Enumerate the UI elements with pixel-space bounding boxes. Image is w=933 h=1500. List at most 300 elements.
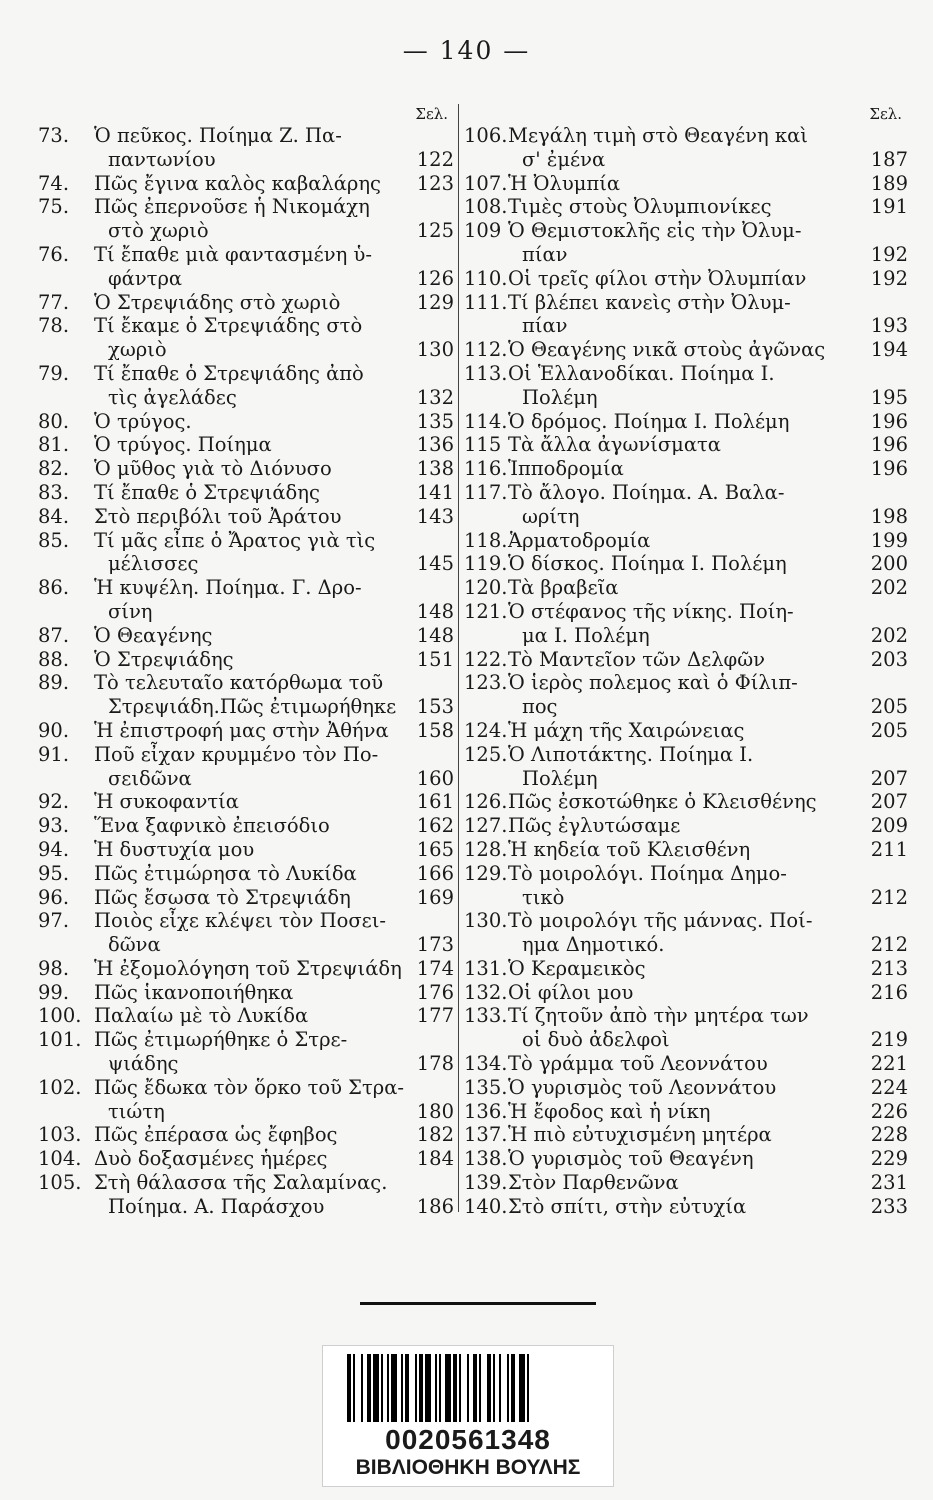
entry-number: 84. — [38, 504, 70, 528]
entry-page-number: 158 — [416, 718, 454, 742]
entry-page-number: 160 — [416, 766, 454, 790]
entry-title — [94, 362, 414, 410]
toc-entry — [464, 1004, 908, 1052]
toc-entry — [38, 886, 454, 910]
entry-title-line: Στὴ θάλασσα τῆς Σαλαμίνας. — [94, 1171, 388, 1195]
toc-entry — [38, 243, 454, 291]
entry-title-line: τὶς ἀγελάδες — [108, 385, 237, 409]
entry-title-line: Τὸ τελευταῖο κατόρθωμα τοῦ — [94, 671, 384, 695]
horizontal-rule — [360, 1302, 596, 1305]
entry-title-line: Ἡ ἐξομολόγηση τοῦ Στρεψιάδη — [94, 956, 402, 980]
entry-title-line: δῶνα — [108, 933, 161, 957]
entry-title-line: σίνη — [108, 599, 153, 623]
entry-number: 106. — [464, 124, 508, 147]
entry-number: 128. — [464, 837, 508, 861]
entry-page-number: 129 — [416, 290, 454, 314]
entry-page-number: 196 — [870, 409, 908, 433]
entry-page-number: 209 — [870, 814, 908, 838]
entry-title-line: Ὁ δίσκος. Ποίημα Ι. Πολέμη — [508, 552, 787, 576]
entry-page-number: 233 — [870, 1194, 908, 1218]
entry-title — [94, 743, 414, 791]
entry-number: 122. — [464, 647, 508, 671]
toc-entry — [38, 957, 454, 981]
entry-title — [94, 1028, 414, 1076]
entry-number: 129. — [464, 861, 508, 885]
entry-title — [508, 790, 864, 814]
entry-number: 127. — [464, 814, 508, 838]
entry-page-number: 141 — [416, 480, 454, 504]
entry-title-line: Πῶς ἔσωσα τὸ Στρεψιάδη — [94, 885, 351, 909]
entry-title-line: Πολέμη — [522, 766, 598, 790]
entry-title-line: Ἡ συκοφαντία — [94, 790, 239, 814]
entry-page-number: 169 — [416, 885, 454, 909]
toc-entry — [38, 195, 454, 243]
entry-page-number: 136 — [416, 433, 454, 457]
entry-number: 135. — [464, 1075, 508, 1099]
entry-page-number: 212 — [870, 885, 908, 909]
entry-title-line: Οἱ τρεῖς φίλοι στὴν Ὀλυμπίαν — [508, 266, 807, 290]
entry-page-number: 161 — [416, 790, 454, 814]
entry-title — [508, 909, 864, 957]
entry-title — [508, 552, 864, 576]
entry-title-line: Ὁ πεῦκος. Ποίημα Ζ. Πα- — [94, 124, 342, 147]
toc-entry — [38, 719, 454, 743]
entry-title — [508, 838, 864, 862]
entry-title-line: Τί βλέπει κανεὶς στὴν Ὀλυμ- — [508, 290, 791, 314]
entry-title — [94, 1004, 414, 1028]
entry-title-line: Στὸ περιβόλι τοῦ Ἀράτου — [94, 504, 342, 528]
entry-number: 118. — [464, 528, 508, 552]
entry-title-line: Ἡ δυστυχία μου — [94, 837, 255, 861]
entry-number: 108. — [464, 195, 508, 219]
entry-title — [508, 957, 864, 981]
toc-entry — [464, 838, 908, 862]
entry-title — [508, 814, 864, 838]
entry-title — [508, 743, 864, 791]
entry-number: 105. — [38, 1171, 82, 1195]
entry-page-number: 187 — [870, 147, 908, 171]
toc-entry — [38, 1076, 454, 1124]
entry-title-line: μέλισσες — [108, 552, 199, 576]
entry-page-number: 202 — [870, 623, 908, 647]
entry-title-line: Πῶς ἐπέρασα ὡς ἔφηβος — [94, 1123, 338, 1147]
entry-page-number: 153 — [416, 695, 454, 719]
entry-number: 107. — [464, 171, 508, 195]
entry-title — [508, 433, 864, 457]
entry-title-line: Ὁ Θεαγένης — [94, 623, 213, 647]
entry-number: 126. — [464, 790, 508, 814]
entry-page-number: 174 — [416, 956, 454, 980]
entry-number: 133. — [464, 1004, 508, 1028]
entry-title-line: Ὁ δρόμος. Ποίημα Ι. Πολέμη — [508, 409, 790, 433]
toc-entry — [38, 291, 454, 315]
entry-page-number: 126 — [416, 266, 454, 290]
entry-title-line: σειδῶνα — [108, 766, 192, 790]
entry-title-line: Τί ἔπαθε μιὰ φαντασμένη ὑ- — [94, 242, 372, 266]
entry-title-line: οἱ δυὸ ἀδελφοὶ — [522, 1028, 670, 1052]
toc-entry — [38, 648, 454, 672]
toc-entry — [464, 552, 908, 576]
entry-page-number: 132 — [416, 385, 454, 409]
entry-title-line: Τὸ Μαντεῖον τῶν Δελφῶν — [508, 647, 765, 671]
entry-title-line: Ποίημα. Α. Παράσχου — [108, 1194, 325, 1218]
toc-entry — [464, 957, 908, 981]
entry-page-number: 198 — [870, 504, 908, 528]
entry-page-number: 162 — [416, 814, 454, 838]
entry-number: 134. — [464, 1052, 508, 1076]
entry-number: 81. — [38, 433, 70, 457]
entry-title — [508, 481, 864, 529]
entry-number: 77. — [38, 290, 70, 314]
entry-page-number: 180 — [416, 1099, 454, 1123]
entry-title-line: Πῶς ἐσκοτώθηκε ὁ Κλεισθένης — [508, 790, 817, 814]
entry-title — [508, 1052, 864, 1076]
entry-page-number: 207 — [870, 766, 908, 790]
entry-page-number: 173 — [416, 933, 454, 957]
entry-title-line: Ἡ ἐπιστροφή μας στὴν Ἀθήνα — [94, 718, 389, 742]
entry-number: 73. — [38, 124, 70, 147]
entry-title — [508, 457, 864, 481]
entry-page-number: 148 — [416, 599, 454, 623]
toc-entry — [464, 814, 908, 838]
entry-page-number: 166 — [416, 861, 454, 885]
entry-title-line: σ' ἐμένα — [522, 147, 606, 171]
entry-title — [508, 1123, 864, 1147]
entry-page-number: 205 — [870, 695, 908, 719]
entry-page-number: 207 — [870, 790, 908, 814]
toc-entry — [464, 576, 908, 600]
entry-title — [94, 314, 414, 362]
entry-number: 99. — [38, 980, 70, 1004]
entry-page-number: 192 — [870, 266, 908, 290]
toc-entry — [464, 981, 908, 1005]
entry-title-line: χωριὸ — [108, 338, 167, 362]
entry-number: 123. — [464, 671, 508, 695]
entry-title — [508, 195, 864, 219]
entry-number: 130. — [464, 909, 508, 933]
entry-title-line: Ὁ Λιποτάκτης. Ποίημα Ι. — [508, 742, 754, 766]
toc-entry — [464, 790, 908, 814]
toc-entry — [464, 862, 908, 910]
entry-page-number: 176 — [416, 980, 454, 1004]
entry-page-number: 130 — [416, 338, 454, 362]
entry-title-line: Ὁ Θεμιστοκλῆς εἰς τὴν Ὀλυμ- — [508, 219, 802, 243]
toc-entry — [464, 1123, 908, 1147]
toc-entry — [464, 362, 908, 410]
entry-number: 140. — [464, 1194, 508, 1218]
entry-title-line: Τί ἔπαθε ὁ Στρεψιάδης ἀπὸ — [94, 361, 364, 385]
entry-page-number: 151 — [416, 647, 454, 671]
entry-title-line: Τὰ ἄλλα ἀγωνίσματα — [508, 433, 721, 457]
entry-page-number: 231 — [870, 1171, 908, 1195]
entry-title — [508, 219, 864, 267]
entry-title-line: Τί ζητοῦν ἀπὸ τὴν μητέρα των — [508, 1004, 809, 1028]
toc-entry — [38, 1028, 454, 1076]
entry-title — [94, 457, 414, 481]
entry-title-line: Ὁ στέφανος τῆς νίκης. Ποίη- — [508, 599, 794, 623]
entry-title-line: Πῶς ἐτιμωρήθηκε ὁ Στρε- — [94, 1028, 348, 1052]
toc-left-column — [38, 104, 454, 1219]
entry-page-number: 135 — [416, 409, 454, 433]
entry-title-line: Πολέμη — [522, 385, 598, 409]
entry-title — [94, 505, 414, 529]
page-column-header: Σελ. — [415, 105, 448, 123]
toc-entry — [38, 529, 454, 577]
entry-title — [508, 719, 864, 743]
toc-entry — [464, 1100, 908, 1124]
entry-number: 76. — [38, 242, 70, 266]
entry-number: 136. — [464, 1099, 508, 1123]
entry-page-number: 138 — [416, 457, 454, 481]
entry-page-number: 192 — [870, 242, 908, 266]
table-of-contents — [38, 104, 908, 1218]
entry-page-number: 193 — [870, 314, 908, 338]
entry-title — [508, 600, 864, 648]
entry-title-line: Ποιὸς εἶχε κλέψει τὸν Ποσει- — [94, 909, 386, 933]
entry-number: 138. — [464, 1147, 508, 1171]
entry-title-line: Παλαίω μὲ τὸ Λυκίδα — [94, 1004, 309, 1028]
entry-page-number: 196 — [870, 433, 908, 457]
entry-number: 111. — [464, 290, 508, 314]
entry-number: 93. — [38, 814, 70, 838]
toc-entry — [38, 624, 454, 648]
toc-entry — [38, 314, 454, 362]
toc-entry — [464, 291, 908, 339]
entry-title-line: Ἡ πιὸ εὐτυχισμένη μητέρα — [508, 1123, 772, 1147]
entry-title-line: Πῶς ἔγινα καλὸς καβαλάρης — [94, 171, 381, 195]
entry-number: 124. — [464, 718, 508, 742]
toc-entry — [464, 433, 908, 457]
entry-title — [508, 529, 864, 553]
entry-title-line: Ἡ ἔφοδος καὶ ἡ νίκη — [508, 1099, 711, 1123]
toc-entry — [464, 267, 908, 291]
toc-entry — [38, 172, 454, 196]
toc-entry — [38, 362, 454, 410]
entry-title — [508, 648, 864, 672]
entry-number: 94. — [38, 837, 70, 861]
entry-title-line: τιώτη — [108, 1099, 165, 1123]
entry-page-number: 203 — [870, 647, 908, 671]
entry-title — [94, 291, 414, 315]
entry-title-line: Ἡ μάχη τῆς Χαιρώνειας — [508, 718, 745, 742]
entry-page-number: 178 — [416, 1052, 454, 1076]
entry-title-line: Τὸ ἄλογο. Ποίημα. Α. Βαλα- — [508, 480, 785, 504]
toc-entry — [38, 410, 454, 434]
entry-page-number: 219 — [870, 1028, 908, 1052]
entry-number: 91. — [38, 742, 70, 766]
entry-title-line: Ὁ Στρεψιάδης στὸ χωριὸ — [94, 290, 341, 314]
entry-title — [508, 1076, 864, 1100]
entry-page-number: 184 — [416, 1147, 454, 1171]
entry-title — [508, 1004, 864, 1052]
entry-title-line: Τί ἔκαμε ὁ Στρεψιάδης στὸ — [94, 314, 363, 338]
toc-entry — [464, 172, 908, 196]
toc-entry — [38, 814, 454, 838]
toc-entry — [464, 457, 908, 481]
entry-page-number: 148 — [416, 623, 454, 647]
entry-title-line: Τί μᾶς εἶπε ὁ Ἄρατος γιὰ τὶς — [94, 528, 376, 552]
entry-title — [508, 338, 864, 362]
entry-title — [508, 1100, 864, 1124]
entry-number: 132. — [464, 980, 508, 1004]
entry-number: 89. — [38, 671, 70, 695]
entry-title-line: Ὁ Κεραμεικὸς — [508, 956, 646, 980]
toc-entry — [464, 743, 908, 791]
entry-title — [94, 671, 414, 719]
entry-number: 117. — [464, 480, 508, 504]
entry-title — [94, 886, 414, 910]
entry-title-line: Ὁ γυρισμὸς τοῦ Θεαγένη — [508, 1147, 754, 1171]
entry-title — [94, 1147, 414, 1171]
entry-title-line: Πῶς ἱκανοποιήθηκα — [94, 980, 294, 1004]
entry-title — [94, 433, 414, 457]
entry-number: 131. — [464, 956, 508, 980]
entry-number: 103. — [38, 1123, 82, 1147]
entry-page-number: 205 — [870, 718, 908, 742]
entry-title-line: Τί ἔπαθε ὁ Στρεψιάδης — [94, 480, 320, 504]
entry-page-number: 229 — [870, 1147, 908, 1171]
entry-page-number: 202 — [870, 576, 908, 600]
entry-number: 85. — [38, 528, 70, 552]
entry-page-number: 177 — [416, 1004, 454, 1028]
entry-number: 87. — [38, 623, 70, 647]
entry-number: 82. — [38, 457, 70, 481]
toc-entry — [464, 671, 908, 719]
toc-entry — [464, 219, 908, 267]
entry-title-line: Πῶς ἐγλυτώσαμε — [508, 814, 681, 838]
entry-page-number: 182 — [416, 1123, 454, 1147]
entry-page-number: 211 — [870, 837, 908, 861]
entry-title — [94, 624, 414, 648]
entry-title-line: ψιάδης — [108, 1052, 179, 1076]
entry-title-line: Πῶς ἔδωκα τὸν ὅρκο τοῦ Στρα- — [94, 1075, 404, 1099]
entry-title-line: Ὁ τρύγος. — [94, 409, 192, 433]
entry-page-number: 145 — [416, 552, 454, 576]
entry-number: 86. — [38, 576, 70, 600]
entry-title-line: ημα Δημοτικό. — [522, 933, 665, 957]
entry-title — [94, 790, 414, 814]
entry-title — [94, 957, 414, 981]
entry-page-number: 122 — [416, 147, 454, 171]
entry-page-number: 123 — [416, 171, 454, 195]
entry-title-line: τικὸ — [522, 885, 565, 909]
toc-entry — [38, 838, 454, 862]
entry-title — [508, 1147, 864, 1171]
barcode-icon — [347, 1354, 589, 1422]
entry-title-line: μα Ι. Πολέμη — [522, 623, 650, 647]
entry-number: 100. — [38, 1004, 82, 1028]
toc-entry — [464, 195, 908, 219]
entry-number: 110. — [464, 266, 508, 290]
entry-title-line: Ὁ τρύγος. Ποίημα — [94, 433, 272, 457]
toc-entry — [38, 505, 454, 529]
entry-page-number: 125 — [416, 219, 454, 243]
toc-entry — [38, 1123, 454, 1147]
entry-title — [508, 362, 864, 410]
entry-number: 115 — [464, 433, 502, 457]
entry-title-line: Τὸ μοιρολόγι. Ποίημα Δημο- — [508, 861, 787, 885]
entry-number: 95. — [38, 861, 70, 885]
entry-title-line: πίαν — [522, 242, 568, 266]
entry-page-number: 212 — [870, 933, 908, 957]
entry-title-line: Πῶς ἐτιμώρησα τὸ Λυκίδα — [94, 861, 357, 885]
entry-title — [94, 909, 414, 957]
entry-number: 119. — [464, 552, 508, 576]
entry-page-number: 200 — [870, 552, 908, 576]
entry-number: 90. — [38, 718, 70, 742]
entry-title — [94, 1123, 414, 1147]
toc-entry — [464, 1052, 908, 1076]
entry-number: 109 — [464, 219, 502, 243]
entry-title — [94, 410, 414, 434]
entry-number: 102. — [38, 1075, 82, 1099]
entry-title — [508, 172, 864, 196]
entry-title — [94, 124, 414, 172]
entry-title-line: Τὸ γράμμα τοῦ Λεοννάτου — [508, 1052, 768, 1076]
entry-number: 121. — [464, 599, 508, 623]
entry-number: 113. — [464, 361, 508, 385]
entry-title — [508, 267, 864, 291]
toc-entry — [38, 862, 454, 886]
toc-entry — [464, 481, 908, 529]
entry-title-line: πίαν — [522, 314, 568, 338]
entry-number: 104. — [38, 1147, 82, 1171]
entry-number: 112. — [464, 338, 508, 362]
entry-number: 114. — [464, 409, 508, 433]
toc-entry — [38, 1171, 454, 1219]
entry-page-number: 191 — [870, 195, 908, 219]
entry-number: 78. — [38, 314, 70, 338]
entry-number: 101. — [38, 1028, 82, 1052]
toc-right-column — [464, 104, 908, 1219]
entry-title — [94, 481, 414, 505]
entry-title — [94, 243, 414, 291]
entry-page-number: 195 — [870, 385, 908, 409]
entry-number: 75. — [38, 195, 70, 219]
entry-number: 92. — [38, 790, 70, 814]
entry-title-line: Τὸ μοιρολόγι τῆς μάννας. Ποί- — [508, 909, 813, 933]
entry-page-number: 143 — [416, 504, 454, 528]
entry-title-line: Ποῦ εἶχαν κρυμμένο τὸν Πο- — [94, 742, 379, 766]
toc-entry — [464, 1195, 908, 1219]
entry-title-line: ωρίτη — [522, 504, 580, 528]
entry-number: 98. — [38, 956, 70, 980]
entry-number: 74. — [38, 171, 70, 195]
entry-title-line: Στὸ σπίτι, στὴν εὐτυχία — [508, 1194, 747, 1218]
entry-title — [508, 862, 864, 910]
entry-page-number: 194 — [870, 338, 908, 362]
entry-page-number: 196 — [870, 457, 908, 481]
entry-title-line: στὸ χωριὸ — [108, 219, 209, 243]
entry-number: 96. — [38, 885, 70, 909]
toc-entry — [464, 600, 908, 648]
entry-page-number: 216 — [870, 980, 908, 1004]
entry-page-number: 189 — [870, 171, 908, 195]
entry-title-line: Ἡ Ὀλυμπία — [508, 171, 621, 195]
toc-entry — [38, 671, 454, 719]
entry-title-line: Ἱπποδρομία — [508, 457, 624, 481]
column-divider — [458, 104, 459, 1212]
entry-title — [94, 576, 414, 624]
entry-page-number: 226 — [870, 1099, 908, 1123]
library-barcode-label — [322, 1345, 614, 1487]
page-column-header: Σελ. — [869, 105, 902, 123]
toc-entry — [464, 1171, 908, 1195]
entry-number: 88. — [38, 647, 70, 671]
entry-title-line: Οἱ φίλοι μου — [508, 980, 634, 1004]
entry-title — [94, 648, 414, 672]
entry-title-line: Ἁρματοδρομία — [508, 528, 651, 552]
